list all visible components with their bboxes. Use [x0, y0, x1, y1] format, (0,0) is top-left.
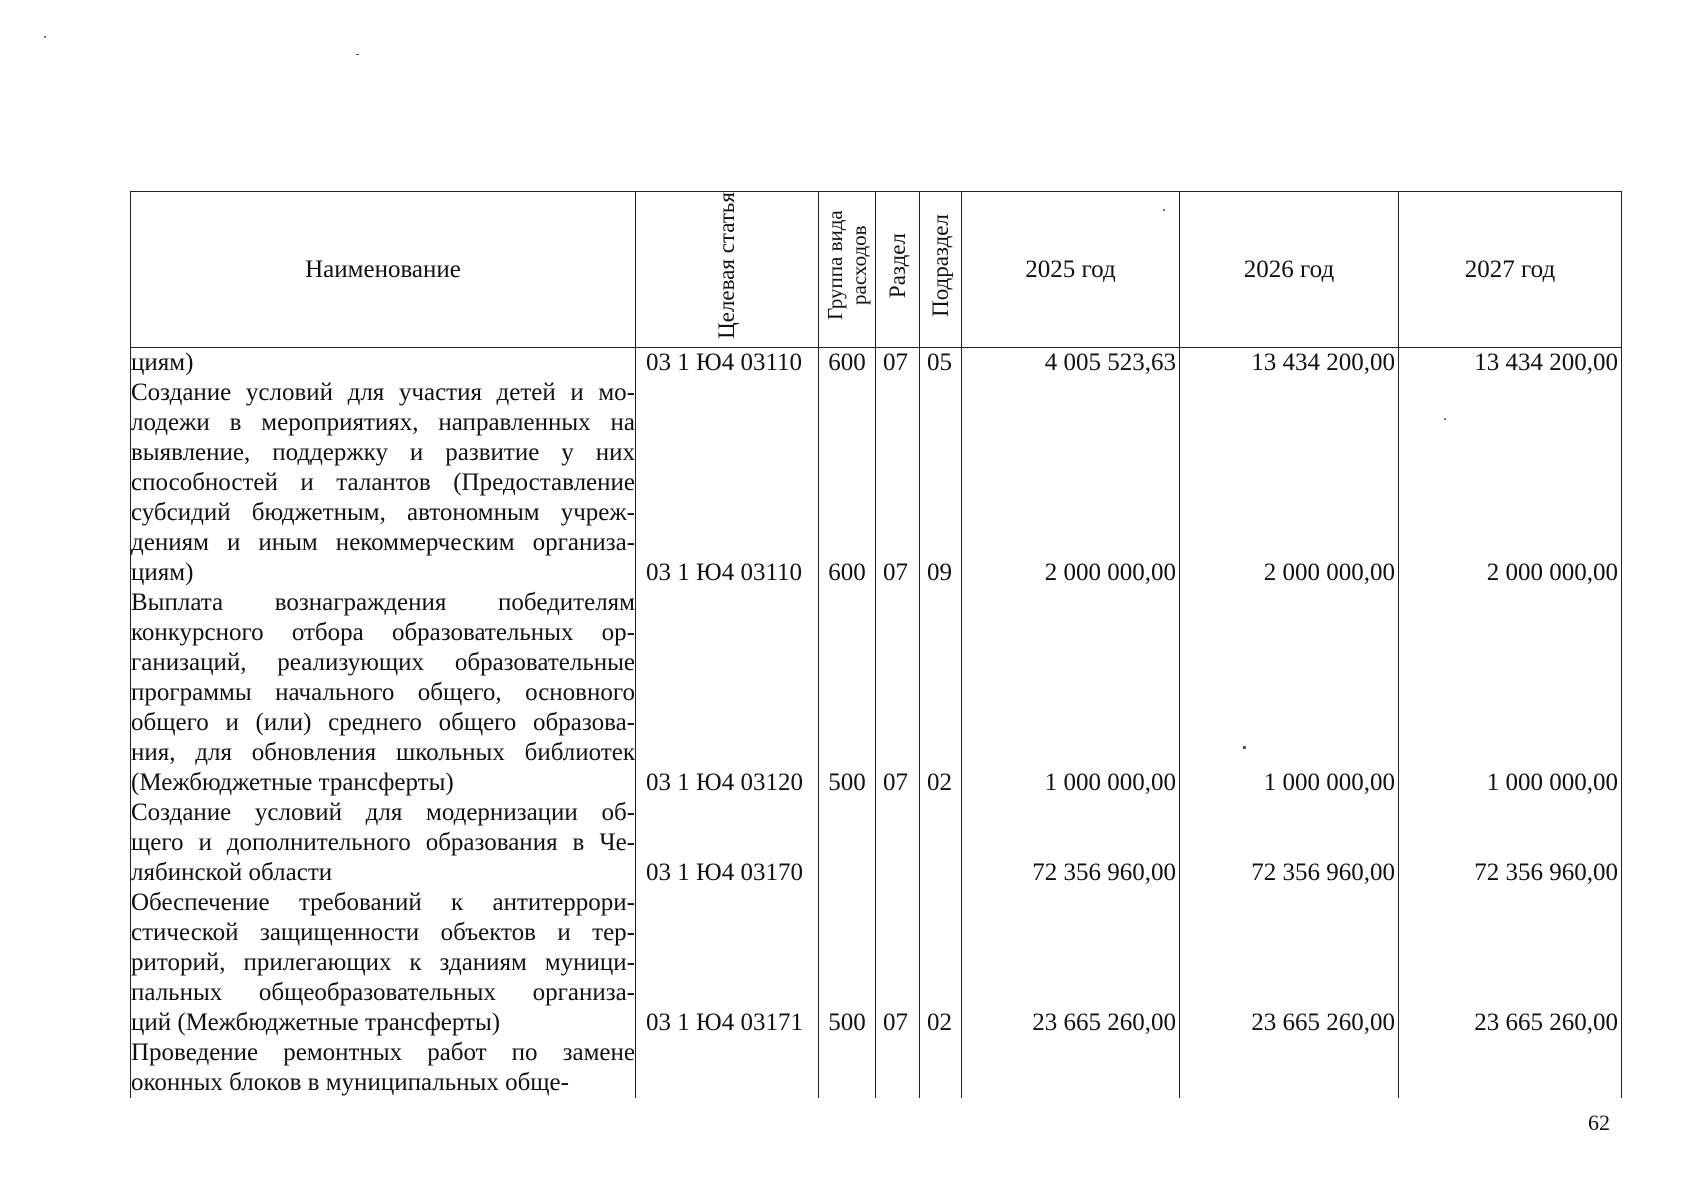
group-cell	[819, 738, 875, 768]
y2026-cell	[1180, 618, 1398, 648]
y2027-cell	[1399, 528, 1621, 558]
y2026-cell: 13 434 200,00	[1251, 349, 1395, 376]
subsection-cell	[920, 648, 961, 678]
group-column	[819, 348, 876, 1099]
y2027-cell	[1399, 408, 1621, 438]
y2025-cell	[962, 528, 1179, 558]
group-cell	[819, 498, 875, 528]
y2026-cell	[1180, 708, 1398, 738]
table-body-row	[131, 348, 1622, 1099]
section-cell	[876, 528, 919, 558]
subsection-cell	[920, 1038, 961, 1068]
subsection-cell	[920, 468, 961, 498]
code-cell	[636, 408, 818, 438]
name-text-line: лодежи в мероприятиях, направленных на	[131, 409, 635, 436]
y2026-cell: 1 000 000,00	[1263, 769, 1395, 796]
name-text-line: лябинской области	[131, 859, 333, 886]
code-cell	[636, 708, 818, 738]
y2026-cell: 72 356 960,00	[1251, 859, 1395, 886]
header-code: Целевая статья	[636, 192, 819, 348]
name-text-line: общего и (или) среднего общего образова-	[131, 709, 635, 736]
header-2027: 2027 год	[1399, 192, 1622, 348]
section-cell	[876, 708, 919, 738]
y2026-cell	[1180, 408, 1398, 438]
y2025-cell: 23 665 260,00	[1032, 1009, 1176, 1036]
subsection-cell	[920, 978, 961, 1008]
group-cell: 500	[828, 1009, 866, 1036]
code-cell	[636, 1038, 818, 1068]
y2025-cell	[962, 948, 1179, 978]
y2025-cell	[962, 1038, 1179, 1068]
code-cell	[636, 648, 818, 678]
y2027-cell	[1399, 1038, 1621, 1068]
y2025-cell	[962, 588, 1179, 618]
y2025-cell	[962, 408, 1179, 438]
y2025-cell	[962, 1068, 1179, 1098]
group-cell	[819, 678, 875, 708]
group-cell	[819, 888, 875, 918]
y2027-cell	[1399, 738, 1621, 768]
name-text-line: ния, для обновления школьных библиотек	[131, 739, 635, 766]
name-text-line: циям)	[131, 559, 194, 586]
y2026-cell	[1180, 738, 1398, 768]
name-text-line: циям)	[131, 349, 194, 376]
section-cell	[876, 618, 919, 648]
code-cell: 03 1 Ю4 03110	[646, 349, 803, 376]
y2026-cell	[1180, 798, 1398, 828]
header-group: Группа вида расходов	[819, 192, 876, 348]
name-text-line: выявление, поддержку и развитие у них	[131, 439, 635, 466]
y2026-cell	[1180, 978, 1398, 1008]
y2025-cell	[962, 738, 1179, 768]
section-cell	[876, 468, 919, 498]
code-cell	[636, 918, 818, 948]
code-cell: 03 1 Ю4 03110	[646, 559, 803, 586]
y2025-column	[962, 348, 1180, 1099]
group-cell	[819, 438, 875, 468]
section-column	[876, 348, 920, 1099]
group-cell	[819, 528, 875, 558]
section-cell	[876, 828, 919, 858]
group-cell	[819, 918, 875, 948]
section-cell	[876, 948, 919, 978]
section-cell: 07	[883, 1009, 908, 1036]
section-cell	[876, 798, 919, 828]
code-cell	[636, 978, 818, 1008]
code-cell	[636, 378, 818, 408]
y2025-cell	[962, 828, 1179, 858]
y2027-cell	[1399, 828, 1621, 858]
y2026-cell	[1180, 1068, 1398, 1098]
subsection-cell	[920, 378, 961, 408]
name-text-line: (Межбюджетные трансферты)	[131, 769, 454, 796]
scan-speck	[44, 36, 46, 38]
y2026-cell	[1180, 1038, 1398, 1068]
subsection-column	[920, 348, 962, 1099]
y2027-cell	[1399, 438, 1621, 468]
y2027-cell: 23 665 260,00	[1474, 1009, 1618, 1036]
y2026-column	[1180, 348, 1399, 1099]
subsection-cell	[920, 678, 961, 708]
code-cell	[636, 678, 818, 708]
y2025-cell	[962, 498, 1179, 528]
subsection-cell	[920, 498, 961, 528]
code-cell	[636, 438, 818, 468]
y2027-cell	[1399, 978, 1621, 1008]
group-cell	[819, 618, 875, 648]
code-cell: 03 1 Ю4 03171	[646, 1009, 803, 1036]
subsection-cell	[920, 588, 961, 618]
group-cell	[819, 588, 875, 618]
subsection-cell	[920, 618, 961, 648]
code-cell	[636, 1068, 818, 1098]
group-cell: 500	[828, 769, 866, 796]
name-text-line: Выплата вознаграждения победителям	[131, 589, 635, 616]
y2026-cell	[1180, 438, 1398, 468]
subsection-cell	[920, 438, 961, 468]
y2027-cell	[1399, 1068, 1621, 1098]
subsection-cell: 05	[927, 349, 952, 376]
header-subsection: Подраздел	[920, 192, 962, 348]
section-cell: 07	[883, 769, 908, 796]
y2026-cell	[1180, 948, 1398, 978]
y2027-cell	[1399, 618, 1621, 648]
y2027-cell: 72 356 960,00	[1474, 859, 1618, 886]
subsection-cell	[920, 408, 961, 438]
subsection-cell	[920, 798, 961, 828]
section-cell	[876, 1038, 919, 1068]
y2027-cell: 1 000 000,00	[1486, 769, 1618, 796]
group-cell: 600	[828, 559, 866, 586]
group-cell: 600	[828, 349, 866, 376]
y2025-cell: 72 356 960,00	[1032, 859, 1176, 886]
name-text-line: оконных блоков в муниципальных обще-	[131, 1069, 569, 1096]
name-text-line: Обеспечение требований к антитеррори-	[131, 889, 635, 916]
code-cell: 03 1 Ю4 03120	[646, 769, 803, 796]
y2027-cell	[1399, 468, 1621, 498]
y2027-cell	[1399, 588, 1621, 618]
y2027-cell: 13 434 200,00	[1474, 349, 1618, 376]
scan-speck	[1163, 209, 1165, 211]
y2026-cell	[1180, 378, 1398, 408]
group-cell	[819, 798, 875, 828]
scan-speck	[1444, 418, 1446, 420]
name-text-line: ций (Межбюджетные трансферты)	[131, 1009, 501, 1036]
y2025-cell: 1 000 000,00	[1044, 769, 1176, 796]
page-number: 62	[1588, 1110, 1610, 1135]
y2025-cell: 2 000 000,00	[1044, 559, 1176, 586]
group-cell	[819, 828, 875, 858]
y2027-cell	[1399, 888, 1621, 918]
name-text-line: Проведение ремонтных работ по замене	[131, 1039, 635, 1066]
y2026-cell: 23 665 260,00	[1251, 1009, 1395, 1036]
y2027-cell	[1399, 648, 1621, 678]
y2027-cell	[1399, 798, 1621, 828]
y2025-cell	[962, 618, 1179, 648]
name-text-line: конкурсного отбора образовательных ор-	[131, 619, 635, 646]
y2025-cell	[962, 918, 1179, 948]
code-cell	[636, 738, 818, 768]
y2025-cell	[962, 978, 1179, 1008]
section-cell	[876, 888, 919, 918]
name-text-line: ганизаций, реализующих образовательные	[131, 649, 635, 676]
section-cell	[876, 378, 919, 408]
header-name: Наименование	[131, 192, 636, 348]
section-cell	[876, 498, 919, 528]
section-cell	[876, 408, 919, 438]
y2027-cell	[1399, 918, 1621, 948]
y2026-cell	[1180, 888, 1398, 918]
subsection-cell	[920, 888, 961, 918]
group-cell	[819, 648, 875, 678]
group-cell	[819, 978, 875, 1008]
subsection-cell: 02	[927, 769, 952, 796]
y2025-cell	[962, 468, 1179, 498]
y2027-cell	[1399, 678, 1621, 708]
header-2026: 2026 год	[1180, 192, 1399, 348]
code-cell: 03 1 Ю4 03170	[646, 859, 803, 886]
y2026-cell	[1180, 828, 1398, 858]
code-cell	[636, 588, 818, 618]
subsection-cell: 02	[927, 1009, 952, 1036]
y2025-cell	[962, 708, 1179, 738]
subsection-cell	[920, 828, 961, 858]
name-text-line: программы начального общего, основного	[131, 679, 635, 706]
y2026-cell	[1180, 918, 1398, 948]
group-cell	[819, 468, 875, 498]
name-column	[131, 348, 636, 1099]
name-text-line: пальных общеобразовательных организа-	[131, 979, 635, 1006]
code-cell	[636, 498, 818, 528]
section-cell	[876, 438, 919, 468]
y2025-cell	[962, 438, 1179, 468]
section-cell	[876, 858, 919, 888]
name-text-line: стической защищенности объектов и тер-	[131, 919, 635, 946]
group-cell	[819, 1038, 875, 1068]
y2026-cell	[1180, 528, 1398, 558]
section-cell	[876, 978, 919, 1008]
subsection-cell: 09	[927, 559, 952, 586]
y2027-cell	[1399, 708, 1621, 738]
subsection-cell	[920, 1068, 961, 1098]
y2025-cell	[962, 378, 1179, 408]
y2026-cell	[1180, 678, 1398, 708]
name-text-line: дениям и иным некоммерческим организа-	[131, 529, 635, 556]
name-text-line: способностей и талантов (Предоставление	[131, 469, 635, 496]
code-cell	[636, 888, 818, 918]
name-text-line: Создание условий для участия детей и мо-	[131, 379, 635, 406]
y2025-cell	[962, 798, 1179, 828]
y2027-cell	[1399, 498, 1621, 528]
section-cell	[876, 1068, 919, 1098]
y2026-cell	[1180, 588, 1398, 618]
group-cell	[819, 378, 875, 408]
y2026-cell	[1180, 498, 1398, 528]
scan-speck	[1243, 746, 1246, 749]
subsection-cell	[920, 708, 961, 738]
subsection-cell	[920, 528, 961, 558]
code-column	[636, 348, 819, 1099]
y2026-cell: 2 000 000,00	[1263, 559, 1395, 586]
section-cell: 07	[883, 349, 908, 376]
code-cell	[636, 468, 818, 498]
header-2025: 2025 год	[962, 192, 1180, 348]
section-cell	[876, 648, 919, 678]
name-text-line: риторий, прилегающих к зданиям муници-	[131, 949, 635, 976]
group-cell	[819, 408, 875, 438]
y2027-cell	[1399, 378, 1621, 408]
y2025-cell	[962, 648, 1179, 678]
code-cell	[636, 618, 818, 648]
subsection-cell	[920, 858, 961, 888]
y2026-cell	[1180, 468, 1398, 498]
y2027-column	[1399, 348, 1622, 1099]
code-cell	[636, 528, 818, 558]
section-cell	[876, 678, 919, 708]
name-text-line: субсидий бюджетным, автономным учреж-	[131, 499, 635, 526]
y2027-cell	[1399, 948, 1621, 978]
group-cell	[819, 708, 875, 738]
code-cell	[636, 828, 818, 858]
name-text-line: щего и дополнительного образования в Че-	[131, 829, 635, 856]
y2025-cell	[962, 888, 1179, 918]
section-cell	[876, 738, 919, 768]
y2026-cell	[1180, 648, 1398, 678]
table-header-row	[131, 192, 1622, 348]
subsection-cell	[920, 738, 961, 768]
scan-speck	[356, 54, 359, 55]
header-section: Раздел	[876, 192, 920, 348]
y2025-cell	[962, 678, 1179, 708]
section-cell: 07	[883, 559, 908, 586]
section-cell	[876, 918, 919, 948]
subsection-cell	[920, 948, 961, 978]
y2025-cell: 4 005 523,63	[1044, 349, 1176, 376]
budget-table	[130, 191, 1622, 1098]
code-cell	[636, 948, 818, 978]
code-cell	[636, 798, 818, 828]
name-text-line: Создание условий для модернизации об-	[131, 799, 635, 826]
section-cell	[876, 588, 919, 618]
subsection-cell	[920, 918, 961, 948]
y2027-cell: 2 000 000,00	[1486, 559, 1618, 586]
group-cell	[819, 948, 875, 978]
group-cell	[819, 1068, 875, 1098]
group-cell	[819, 858, 875, 888]
